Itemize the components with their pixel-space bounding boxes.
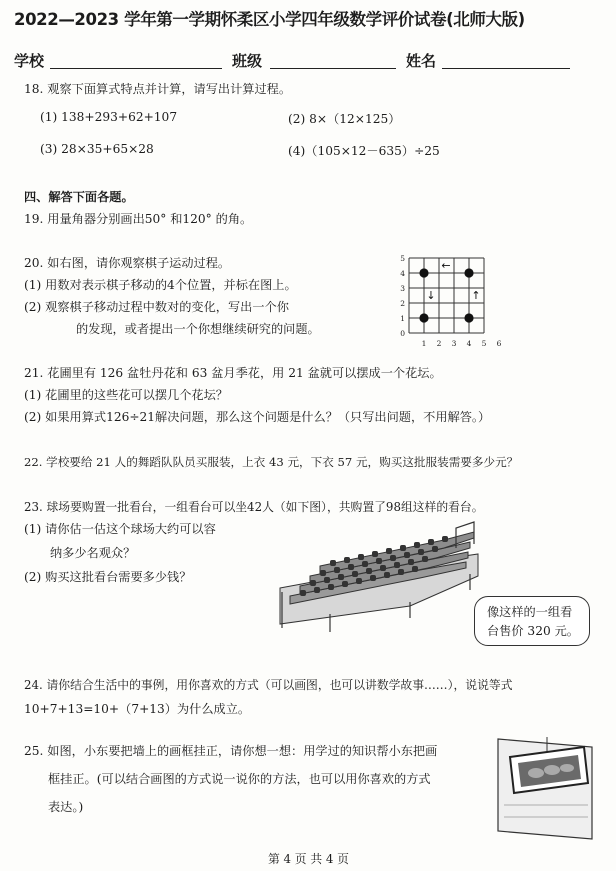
x-tick: 2 [436,339,442,348]
q24-line2: 10+7+13=10+（7+13）为什么成立。 [24,702,251,716]
name-field[interactable] [442,68,570,69]
q20-part1: (1) 用数对表示棋子移动的4个位置，并标在图上。 [24,278,297,292]
school-label: 学校 [14,52,45,70]
q23-stem: 23. 球场要购置一批看台，一组看台可以坐42人（如下图），共购置了98组这样的看台。 [24,500,484,514]
bleachers-illustration [270,518,480,634]
bubble-line2: 台售价 320 元。 [487,624,579,638]
q23-part1-line2: 纳多少名观众？ [50,546,136,560]
q21-part2: (2) 如果用算式126÷21解决问题，那么这个问题是什么？（只写出问题，不用解答。） [24,410,491,424]
q18-part4: (4)（105×12－635）÷25 [288,144,440,158]
chess-piece-2 [464,268,473,277]
x-tick: 1 [421,339,427,348]
chess-piece-4 [464,313,473,322]
q18-part1: (1) 138+293+62+107 [40,110,178,124]
q24-line1: 24. 请你结合生活中的事例，用你喜欢的方式（可以画图，也可以讲数学故事……），说说等式 [24,678,513,692]
q18-part2: (2) 8×（12×125） [288,112,401,126]
chess-grid-figure [394,250,504,352]
q21-stem: 21. 花圃里有 126 盆牡丹花和 63 盆月季花，用 21 盆就可以摆成一个花坛。 [24,366,442,380]
arrow-up-icon: ↑ [471,289,481,302]
x-tick: 6 [496,339,502,348]
q25-line2: 框挂正。(可以结合画图的方式说一说你的方法，也可以用你喜欢的方式 [48,772,431,786]
q23-part2: (2) 购买这批看台需要多少钱？ [24,570,192,584]
section-heading: 四、解答下面各题。 [24,190,134,204]
y-tick: 5 [400,254,405,263]
y-tick: 0 [400,329,405,338]
x-tick: 5 [481,339,487,348]
q18-part3: (3) 28×35+65×28 [40,142,154,156]
name-label: 姓名 [406,52,437,70]
q22-text: 22. 学校要给 21 人的舞蹈队队员买服装，上衣 43 元，下衣 57 元，购买这批服装需要多少元？ [24,455,519,469]
chess-piece-1 [419,268,428,277]
y-tick: 4 [400,269,405,278]
q25-line3: 表达。) [48,800,84,814]
price-speech-bubble [474,596,590,646]
q20-part2-line2: 的发现，或者提出一个你想继续研究的问题。 [76,322,320,336]
x-tick: 4 [466,339,472,348]
y-tick: 3 [400,284,405,293]
class-field[interactable] [270,68,396,69]
x-tick: 3 [451,339,457,348]
q20-stem: 20. 如右图，请你观察棋子运动过程。 [24,256,231,270]
chess-piece-3 [419,313,428,322]
page-title: 2022—2023 学年第一学期怀柔区小学四年级数学评价试卷(北师大版) [14,10,525,29]
y-tick: 2 [400,299,405,308]
q21-part1: (1) 花圃里的这些花可以摆几个花坛？ [24,388,228,402]
q19-text: 19. 用量角器分别画出50° 和120° 的角。 [24,212,253,226]
arrow-left-icon: ← [441,259,451,272]
school-field[interactable] [50,68,222,69]
tilted-picture-frame-illustration [492,735,596,845]
q18-stem: 18. 观察下面算式特点并计算，请写出计算过程。 [24,82,292,96]
q25-line1: 25. 如图，小东要把墙上的画框挂正，请你想一想：用学过的知识帮小东把画 [24,744,438,758]
bubble-line1: 像这样的一组看 [487,605,573,619]
q23-part1-line1: (1) 请你估一估这个球场大约可以容 [24,522,216,536]
class-label: 班级 [232,52,263,70]
page-footer: 第 4 页 共 4 页 [268,852,349,866]
arrow-down-icon: ↓ [426,289,436,302]
q20-part2-line1: (2) 观察棋子移动过程中数对的变化，写出一个你 [24,300,289,314]
y-tick: 1 [400,314,405,323]
